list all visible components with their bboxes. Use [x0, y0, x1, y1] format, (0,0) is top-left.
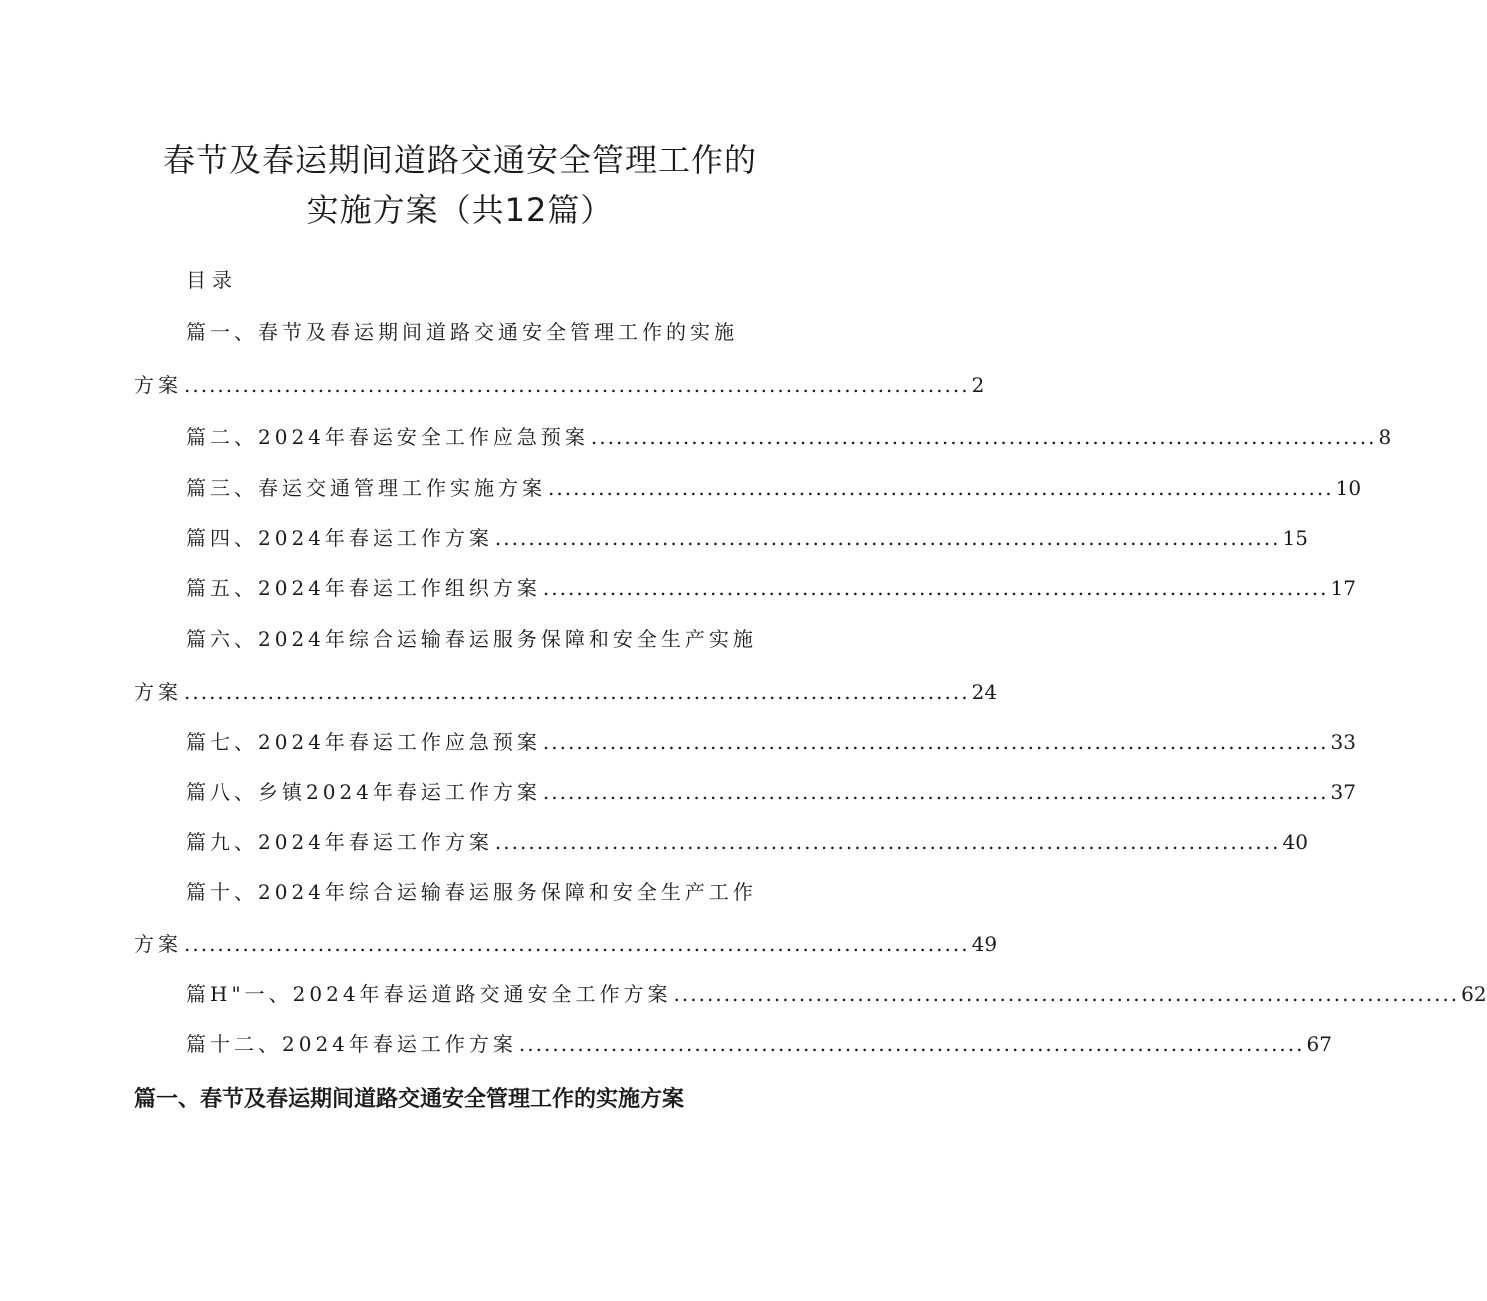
document-title-line-2: 实施方案（共12篇） — [306, 191, 614, 229]
toc-entry-12[interactable] — [186, 1030, 1332, 1058]
toc-entry-4-page: 15 — [1282, 526, 1308, 550]
toc-entry-10-label[interactable]: 篇十、2024年综合运输春运服务保障和安全生产工作 — [186, 880, 757, 904]
toc-entry-3-page: 10 — [1335, 476, 1362, 500]
document-title-line-1: 春节及春运期间道路交通安全管理工作的 — [162, 141, 757, 179]
toc-entry-1-label[interactable]: 篇一、春节及春运期间道路交通安全管理工作的实施 — [186, 320, 738, 344]
toc-entry-9-label: 篇九、2024年春运工作方案 — [186, 830, 493, 854]
toc-entry-2[interactable] — [186, 423, 1392, 451]
toc-entry-6-page: 24 — [971, 680, 998, 704]
toc-entry-10-continuation: 方案 — [134, 932, 182, 956]
toc-leader-dots: .............................................................................................. — [494, 526, 1281, 550]
toc-entry-6[interactable] — [134, 678, 998, 706]
section-heading: 篇一、春节及春运期间道路交通安全管理工作的实施方案 — [134, 1087, 685, 1112]
toc-entry-7-page: 33 — [1330, 730, 1356, 754]
toc-entry-11-page: 62 — [1461, 982, 1487, 1006]
toc-entry-5-page: 17 — [1330, 576, 1356, 600]
toc-entry-6-continuation: 方案 — [134, 680, 182, 704]
toc-entry-9[interactable] — [186, 828, 1308, 856]
toc-entry-11[interactable] — [186, 980, 1487, 1008]
toc-leader-dots: .............................................................................................. — [184, 373, 970, 397]
toc-entry-2-label: 篇二、2024年春运安全工作应急预案 — [186, 425, 589, 449]
toc-entry-4[interactable] — [186, 524, 1308, 552]
toc-entry-1[interactable] — [134, 371, 985, 399]
toc-leader-dots: .............................................................................................. — [518, 1032, 1305, 1056]
toc-leader-dots: .............................................................................................. — [494, 830, 1281, 854]
toc-leader-dots: .............................................................................................. — [184, 680, 970, 704]
toc-entry-7-label: 篇七、2024年春运工作应急预案 — [186, 730, 541, 754]
toc-entry-5-label: 篇五、2024年春运工作组织方案 — [186, 576, 541, 600]
toc-leader-dots: .............................................................................................. — [184, 932, 970, 956]
toc-entry-6-label[interactable]: 篇六、2024年综合运输春运服务保障和安全生产实施 — [186, 627, 757, 651]
toc-entry-4-label: 篇四、2024年春运工作方案 — [186, 526, 493, 550]
toc-leader-dots: .............................................................................................. — [542, 576, 1329, 600]
toc-entry-9-page: 40 — [1282, 830, 1308, 854]
toc-entry-12-label: 篇十二、2024年春运工作方案 — [186, 1032, 517, 1056]
toc-leader-dots: .............................................................................................. — [673, 982, 1460, 1006]
toc-entry-12-page: 67 — [1306, 1032, 1332, 1056]
toc-entry-7[interactable] — [186, 728, 1356, 756]
toc-leader-dots: .............................................................................................. — [542, 780, 1329, 804]
toc-heading: 目录 — [186, 268, 238, 292]
toc-entry-1-continuation: 方案 — [134, 373, 182, 397]
toc-entry-5[interactable] — [186, 574, 1356, 602]
toc-entry-8-label: 篇八、乡镇2024年春运工作方案 — [186, 780, 541, 804]
toc-entry-3-label: 篇三、春运交通管理工作实施方案 — [186, 476, 546, 500]
toc-entry-3[interactable] — [186, 474, 1362, 502]
toc-leader-dots: .............................................................................................. — [548, 476, 1334, 500]
toc-entry-1-page: 2 — [971, 373, 985, 397]
toc-leader-dots: .............................................................................................. — [590, 425, 1377, 449]
toc-entry-10-page: 49 — [971, 932, 998, 956]
toc-entry-8[interactable] — [186, 778, 1356, 806]
toc-entry-2-page: 8 — [1378, 425, 1392, 449]
toc-leader-dots: .............................................................................................. — [542, 730, 1329, 754]
toc-entry-10[interactable] — [134, 930, 998, 958]
toc-entry-8-page: 37 — [1330, 780, 1356, 804]
toc-entry-11-label: 篇H"一、2024年春运道路交通安全工作方案 — [186, 982, 672, 1006]
